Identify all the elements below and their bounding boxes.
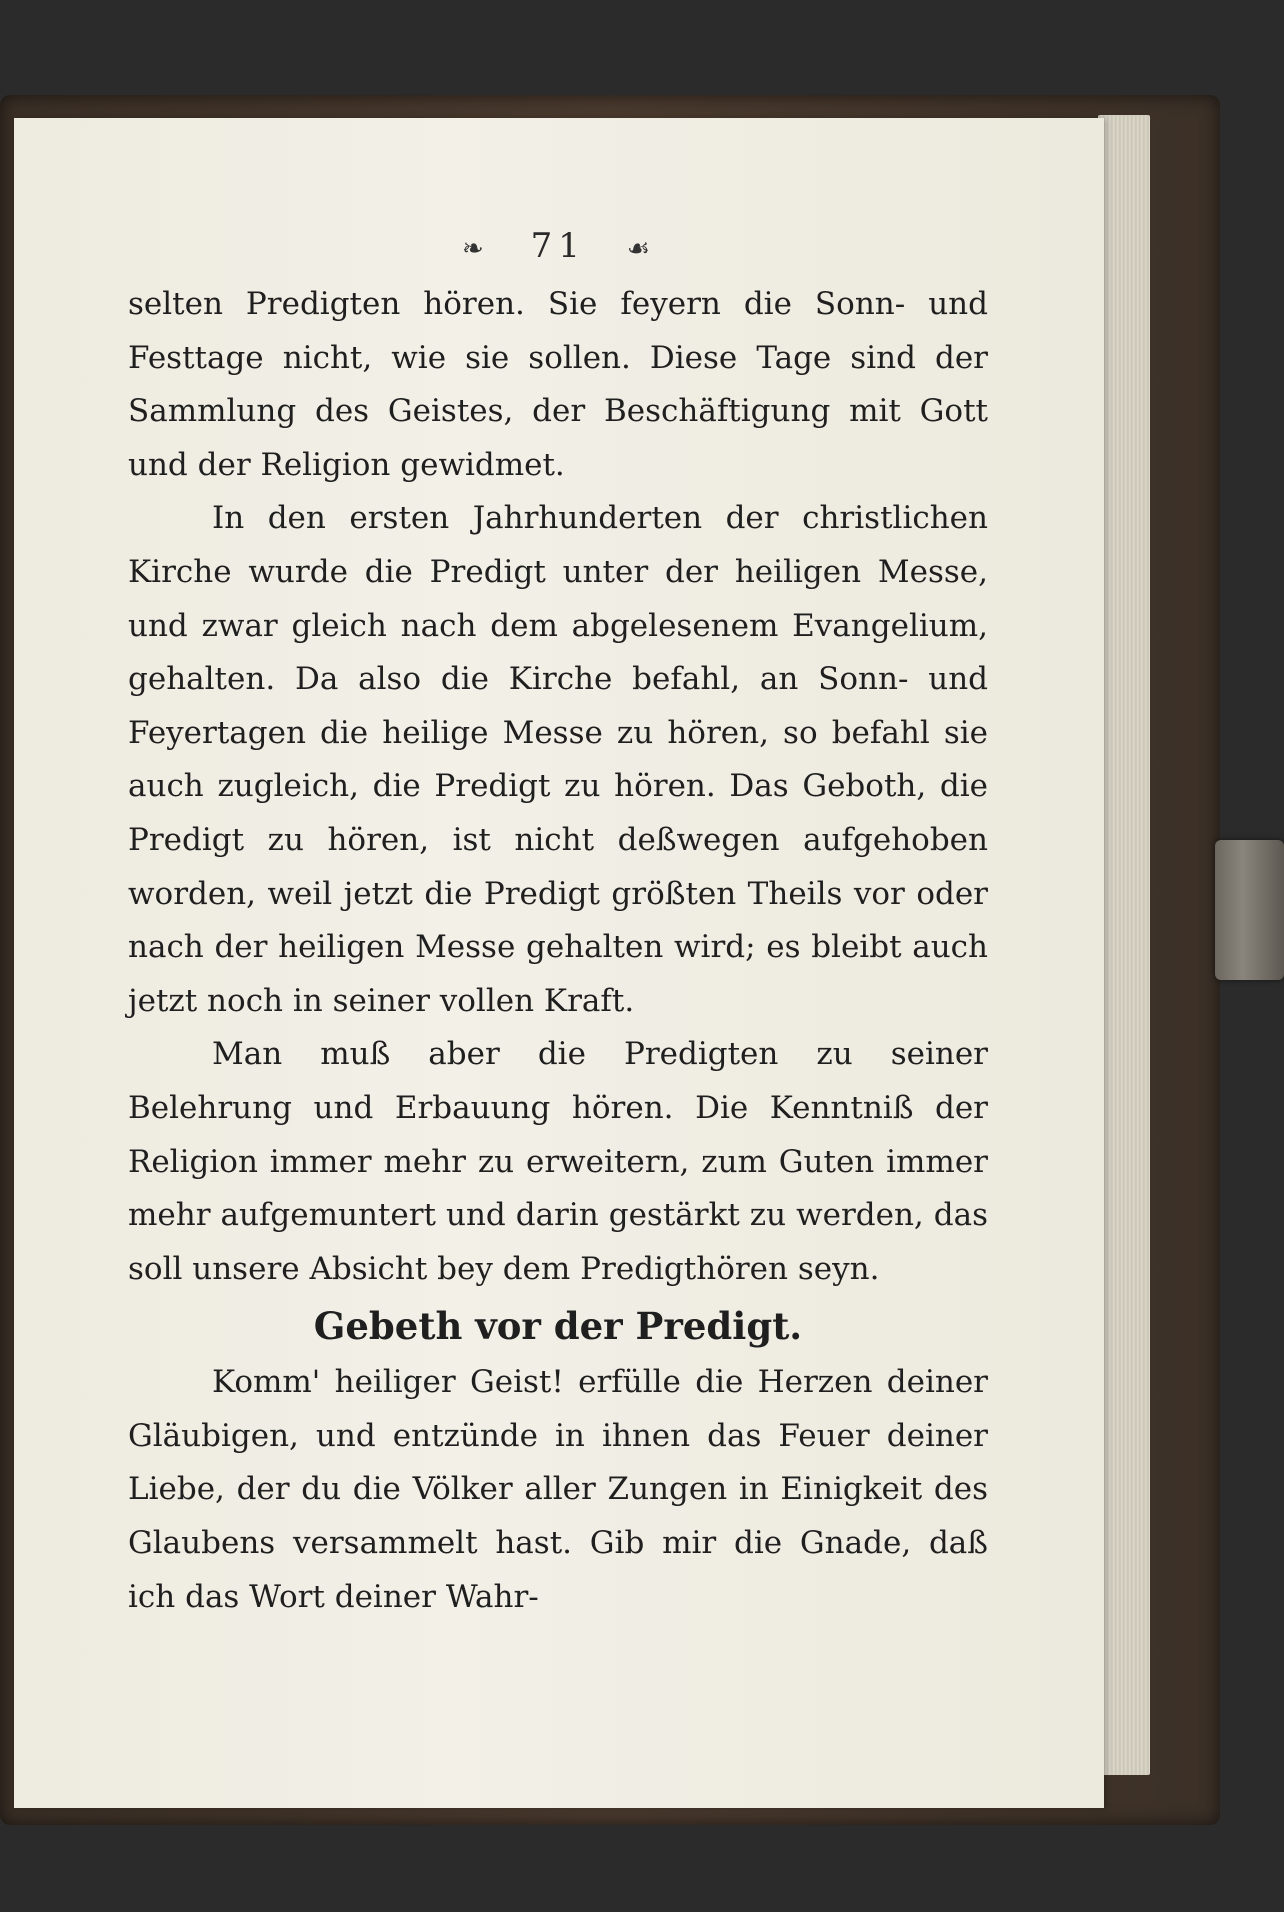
ornament-left-icon: ❧ <box>462 234 490 264</box>
paragraph-1: selten Predigten hören. Sie feyern die Sonn- und Festtage nicht, wie sie sollen. Diese Tage sind der Sammlung des Geistes, der Beschäftigung mit Gott und der Religion gewidmet. <box>128 286 988 483</box>
section-heading: Gebeth vor der Predigt. <box>313 1304 803 1349</box>
ornament-right-icon: ☙ <box>626 234 656 264</box>
page-edges <box>1098 115 1150 1775</box>
paragraph-2: In den ersten Jahrhunderten der christlichen Kirche wurde die Predigt unter der heiligen Messe, und zwar gleich nach dem abgelesenem Evangelium, gehalten. Da also die Kirche befahl, an Sonn- und Feyertagen die heilige Messe zu hören, so befahl sie auch zugleich, die Predigt zu hören. Das Geboth, die Predigt zu hören, ist nicht deßwegen aufgehoben worden, weil jetzt die Predigt größten Theils vor oder nach der heiligen Messe gehalten wird; es bleibt auch jetzt noch in seiner vollen Kraft. <box>128 500 988 1019</box>
book-clasp <box>1215 840 1284 980</box>
book-page <box>14 118 1104 1808</box>
page-number: 71 <box>530 226 586 266</box>
page-text <box>128 278 988 1624</box>
page-header <box>14 226 1104 266</box>
paragraph-4: Komm' heiliger Geist! erfülle die Herzen deiner Gläubigen, und entzünde in ihnen das Feuer deiner Liebe, der du die Völker aller Zungen in Einigkeit des Glaubens versammelt hast. Gib mir die Gnade, daß ich das Wort deiner Wahr- <box>128 1364 988 1615</box>
paragraph-3: Man muß aber die Predigten zu seiner Belehrung und Erbauung hören. Die Kenntniß der Religion immer mehr zu erweitern, zum Guten immer mehr aufgemuntert und darin gestärkt zu werden, das soll unsere Absicht bey dem Predigthören seyn. <box>128 1036 988 1287</box>
